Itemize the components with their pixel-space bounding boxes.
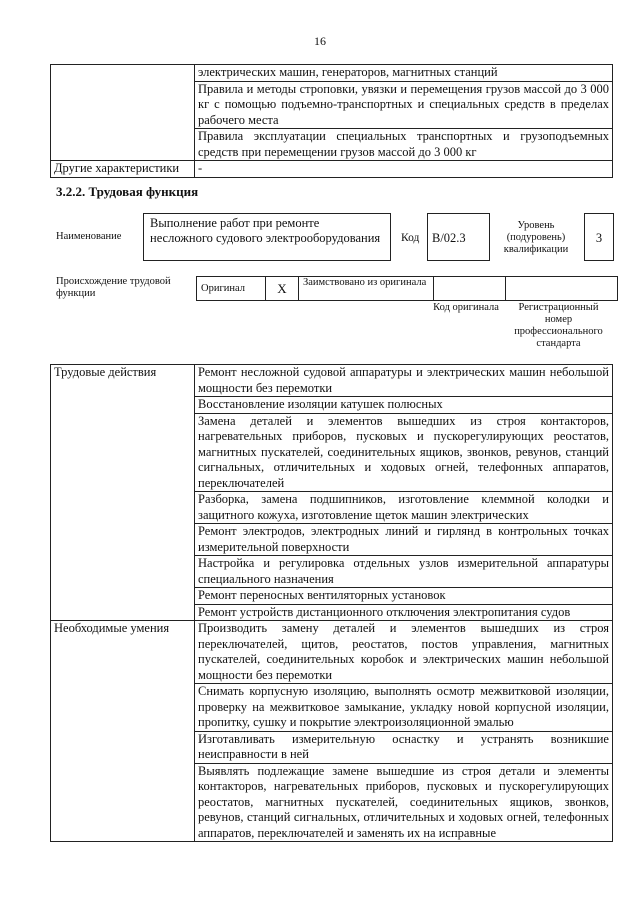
code-label: Код — [401, 232, 420, 244]
list-item: Замена деталей и элементов вышедших из строя контакторов, нагревательных приборов, пусковых и пускорегулирующих реостатов, магнитных пускателей, соединительных ящиков, звонков, ревунов, станций сигнальных, отличительных и ходовых огней, телефонных аппаратов, переключателей — [195, 413, 613, 492]
list-item: Настройка и регулировка отдельных узлов измерительной аппаратуры специального назначения — [195, 556, 613, 588]
top-table — [50, 64, 613, 178]
original-code-cell — [434, 277, 506, 301]
list-item: Снимать корпусную изоляцию, выполнять осмотр межвитковой изоляции, проверку на межвитковое замыкание, укладку новой корпусной изоляции, пропитку, сушку и покрытие электроизоляционной эмалью — [195, 684, 613, 732]
list-item: Ремонт устройств дистанционного отключения электропитания судов — [195, 604, 613, 621]
borrowed-label: Заимствовано из оригинала — [299, 277, 434, 301]
table-row — [51, 621, 613, 684]
page-number: 16 — [314, 34, 326, 48]
list-item: Разборка, замена подшипников, изготовление клеммной колодки и защитного кожуха, изготовление щеток машин электрических — [195, 492, 613, 524]
list-item: Восстановление изоляции катушек полюсных — [195, 397, 613, 414]
row-label — [51, 65, 195, 161]
name-label: Наименование — [56, 231, 122, 242]
cell-text: Правила эксплуатации специальных транспортных и грузоподъемных средств при перемещении грузов массой до 3 000 кг — [195, 129, 613, 161]
main-table — [50, 364, 613, 842]
original-mark: X — [266, 277, 299, 301]
list-item: Выявлять подлежащие замене вышедшие из строя детали и элементы контакторов, нагревательных приборов, пусковых и пускорегулирующих реостатов, магнитных пускателей, соединительных ящиков, звонков, ревунов, станций сигнальных, отличительных и ходовых огней, телефонных аппаратов, переключателей и заменять их на исправные — [195, 763, 613, 842]
section-label-labor-actions: Трудовые действия — [51, 365, 195, 621]
cell-text: Правила и методы строповки, увязки и перемещения грузов массой до 3 000 кг с помощью подъемно-транспортных и специальных средств в пределах рабочего места — [195, 81, 613, 129]
level-box: 3 — [584, 213, 614, 261]
section-label-required-skills: Необходимые умения — [51, 621, 195, 842]
original-cell — [197, 277, 266, 301]
original-code-caption: Код оригинала — [433, 302, 499, 313]
list-item: Ремонт переносных вентиляторных установок — [195, 588, 613, 605]
table-row — [51, 365, 613, 397]
reg-number-cell — [506, 277, 618, 301]
function-name-box: Выполнение работ при ремонте несложного судового электрооборудования — [143, 213, 391, 261]
cell-text: электрических машин, генераторов, магнитных станций — [195, 65, 613, 82]
origin-table — [196, 276, 618, 301]
section-heading: 3.2.2. Трудовая функция — [56, 184, 199, 199]
list-item: Производить замену деталей и элементов вышедших из строя переключателей, щитов, реостатов, постов управления, магнитных пускателей, соединительных коробок и электрических машин небольшой мощности без перемотки — [195, 621, 613, 684]
reg-number-caption: Регистрационный номер профессионального стандарта — [514, 302, 603, 349]
table-row — [51, 65, 613, 82]
list-item: Ремонт электродов, электродных линий и гирлянд в контрольных точках измерительной поверхности — [195, 524, 613, 556]
cell-text: - — [195, 161, 613, 178]
row-label: Другие характеристики — [51, 161, 195, 178]
code-box: B/02.3 — [427, 213, 490, 261]
table-row — [51, 161, 613, 178]
origin-label: Происхождение трудовой функции — [56, 276, 171, 299]
list-item: Изготавливать измерительную оснастку и устранять возникшие неисправности в ней — [195, 731, 613, 763]
original-label: Оригинал — [201, 283, 245, 294]
level-label: Уровень (подуровень) квалификации — [503, 220, 569, 255]
list-item: Ремонт несложной судовой аппаратуры и электрических машин небольшой мощности без перемотки — [195, 365, 613, 397]
